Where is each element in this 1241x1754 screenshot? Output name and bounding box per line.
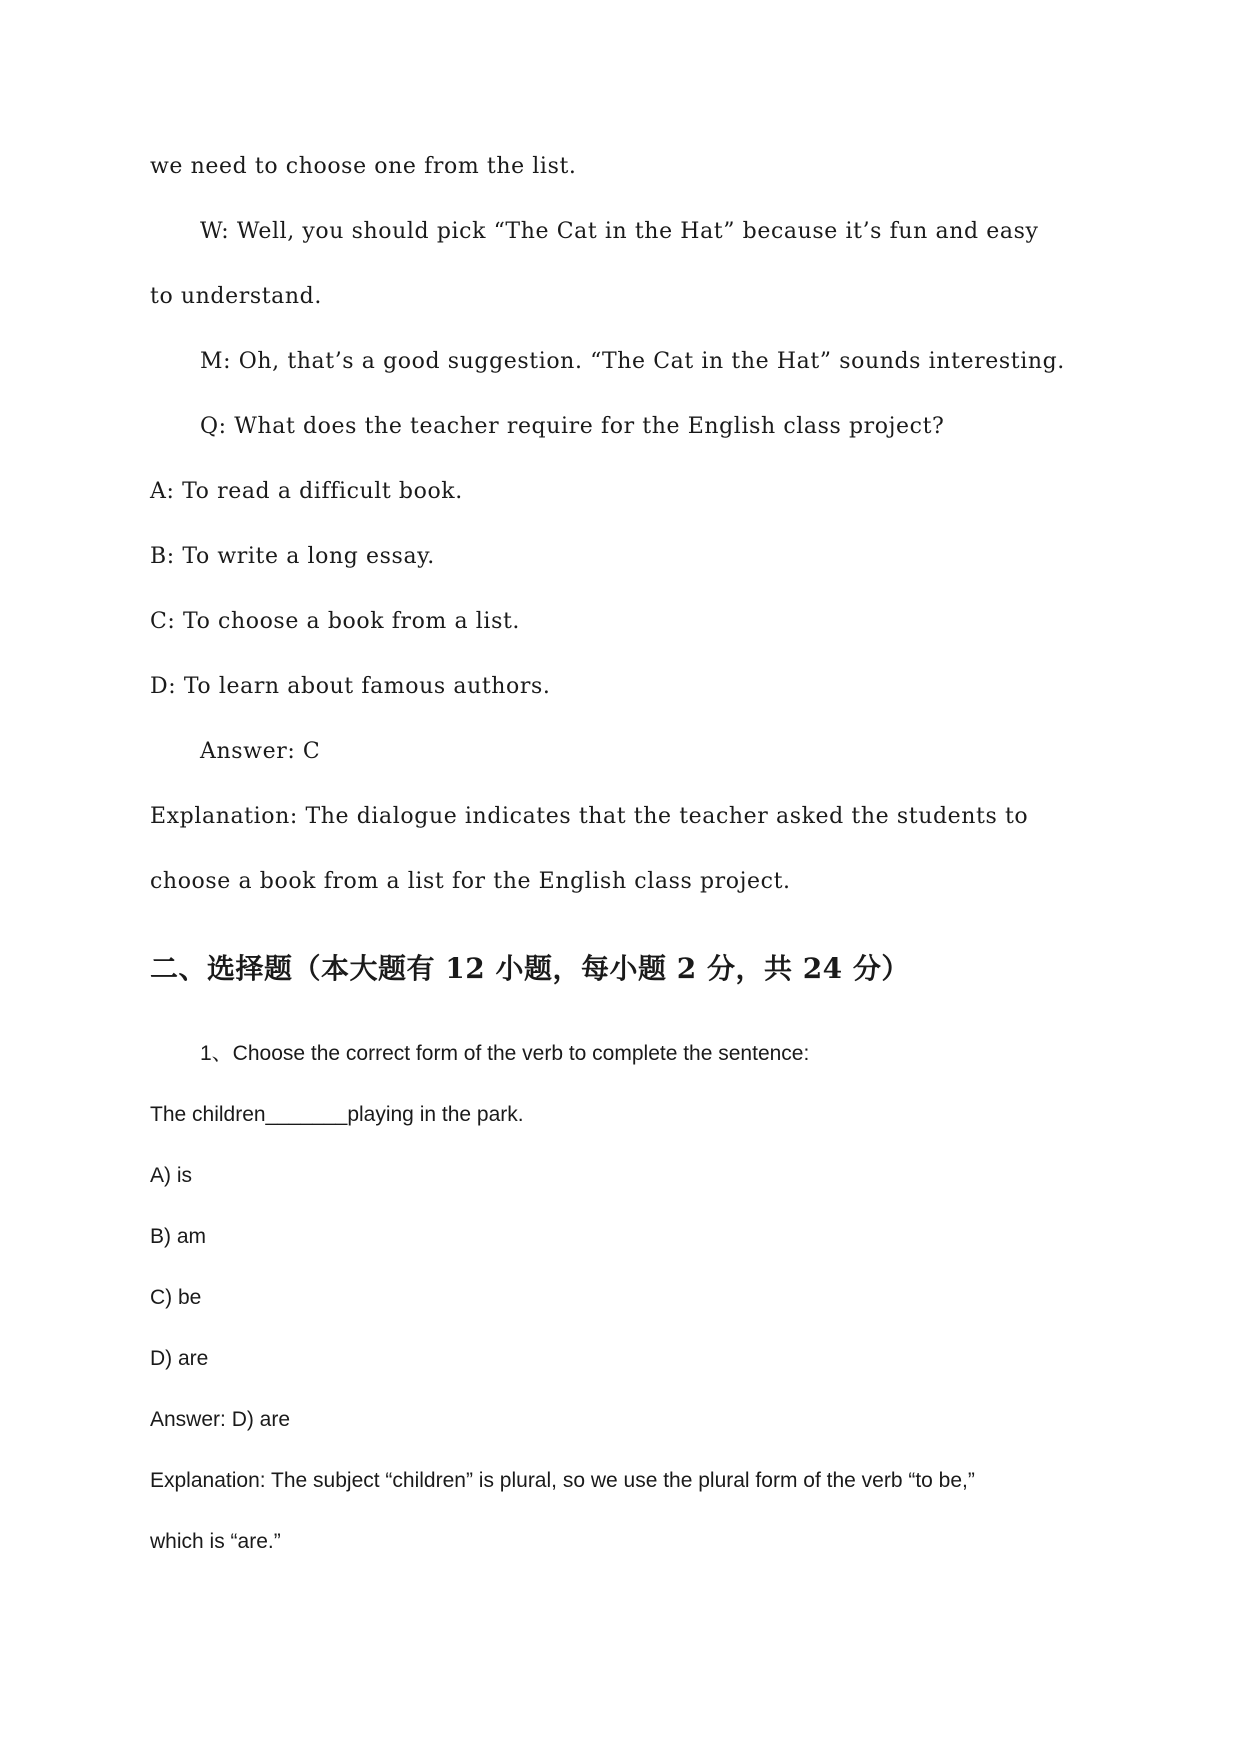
- question-1-prompt: 1、Choose the correct form of the verb to complete the sentence:: [200, 1042, 810, 1065]
- q1-option-b: B) am: [150, 1225, 207, 1248]
- question-text: Q: What does the teacher require for the English class project?: [200, 414, 945, 439]
- option-a: A: To read a difficult book.: [150, 479, 463, 504]
- option-b: B: To write a long essay.: [150, 544, 435, 569]
- dialogue-line-woman: W: Well, you should pick “The Cat in the Hat” because it’s fun and easy: [200, 219, 1039, 244]
- q1-explanation: Explanation: The subject “children” is plural, so we use the plural form of the verb “to be,”: [150, 1469, 975, 1492]
- q1-option-d: D) are: [150, 1347, 209, 1370]
- option-c: C: To choose a book from a list.: [150, 609, 520, 634]
- dialogue-line: to understand.: [150, 284, 322, 309]
- explanation-text: choose a book from a list for the English class project.: [150, 869, 791, 894]
- option-d: D: To learn about famous authors.: [150, 674, 551, 699]
- q1-answer: Answer: D) are: [150, 1408, 291, 1431]
- q1-explanation: which is “are.”: [150, 1530, 281, 1553]
- question-1-sentence: The children_______playing in the park.: [150, 1103, 524, 1126]
- q1-option-c: C) be: [150, 1286, 202, 1309]
- answer-text: Answer: C: [200, 739, 321, 764]
- dialogue-line: we need to choose one from the list.: [150, 154, 577, 179]
- explanation-text: Explanation: The dialogue indicates that the teacher asked the students to: [150, 804, 1029, 829]
- dialogue-line-man: M: Oh, that’s a good suggestion. “The Cat in the Hat” sounds interesting.: [200, 349, 1065, 374]
- q1-option-a: A) is: [150, 1164, 192, 1187]
- section-heading: 二、选择题（本大题有 12 小题，每小题 2 分，共 24 分）: [150, 952, 910, 985]
